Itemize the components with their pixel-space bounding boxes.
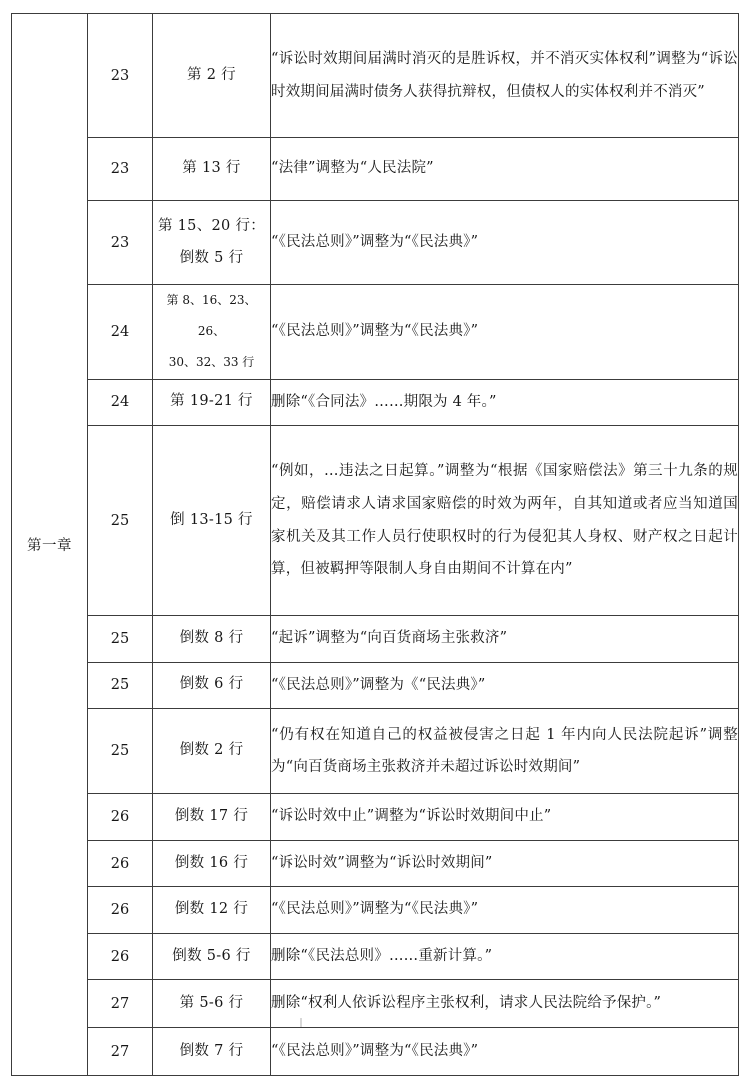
amendment-content-cell: “法律”调整为“人民法院” — [271, 138, 739, 201]
line-reference-text: 倒数 5 行 — [179, 249, 244, 266]
line-reference-cell — [153, 379, 271, 426]
line-reference-text: 倒数 8 行 — [179, 629, 244, 646]
table-row — [12, 616, 739, 663]
page-number-cell: 26 — [88, 933, 153, 980]
page-number-cell: 24 — [88, 379, 153, 426]
line-reference-cell — [153, 840, 271, 887]
amendment-content-cell: “诉讼时效中止”调整为“诉讼时效期间中止” — [271, 794, 739, 841]
line-reference-cell — [153, 616, 271, 663]
line-reference-text: 第 19-21 行 — [170, 393, 253, 410]
line-reference-text: 第 5-6 行 — [179, 994, 244, 1011]
line-reference-text: 30、32、33 行 — [168, 355, 255, 370]
page-number-cell: 23 — [88, 138, 153, 201]
line-reference-text: 倒数 6 行 — [179, 676, 244, 693]
line-reference-cell — [153, 426, 271, 616]
amendment-content-cell: “《民法总则》”调整为“《民法典》” — [271, 285, 739, 380]
amendment-content-cell: 删除“《民法总则》……重新计算。” — [271, 933, 739, 980]
line-reference-cell — [153, 662, 271, 709]
line-reference-text: 倒数 7 行 — [179, 1042, 244, 1059]
page-number-cell: 26 — [88, 887, 153, 934]
page-number-cell: 26 — [88, 840, 153, 887]
table-row — [12, 840, 739, 887]
table-row — [12, 14, 739, 138]
line-reference-text: 倒数 5-6 行 — [172, 947, 251, 964]
line-reference-cell — [153, 201, 271, 285]
page-number-cell: 26 — [88, 794, 153, 841]
table-row — [12, 426, 739, 616]
line-reference-text: 倒 13-15 行 — [170, 511, 253, 528]
line-reference-cell — [153, 887, 271, 934]
page-number-cell: 24 — [88, 285, 153, 380]
page-number-cell: 23 — [88, 201, 153, 285]
line-reference-text: 第 15、20 行： — [157, 217, 266, 234]
amendment-table — [11, 13, 739, 1076]
amendment-content-cell: 删除“《合同法》……期限为 4 年。” — [271, 379, 739, 426]
amendment-content-cell: “诉讼时效期间届满时消灭的是胜诉权，并不消灭实体权利”调整为“诉讼时效期间届满时债务人获得抗辩权，但债权人的实体权利并不消灭” — [271, 14, 739, 138]
line-reference-cell — [153, 794, 271, 841]
line-reference-text: 第 8、16、23、26、 — [166, 293, 257, 339]
page-number-cell: 25 — [88, 662, 153, 709]
table-row — [12, 662, 739, 709]
page-number-cell: 25 — [88, 709, 153, 794]
chapter-cell — [12, 14, 88, 1076]
amendment-content-cell: “《民法总则》”调整为“《民法典》” — [271, 201, 739, 285]
table-row — [12, 709, 739, 794]
amendment-content-cell: “《民法总则》”调整为“《民法典》” — [271, 1028, 739, 1076]
line-reference-text: 倒数 12 行 — [174, 901, 249, 918]
table-row — [12, 887, 739, 934]
table-row — [12, 980, 739, 1028]
amendment-content-cell: “《民法总则》”调整为“《民法典》” — [271, 887, 739, 934]
amendment-content-cell: “仍有权在知道自己的权益被侵害之日起 1 年内向人民法院起诉”调整为“向百货商场主张救济并未超过诉讼时效期间” — [271, 709, 739, 794]
line-reference-cell — [153, 285, 271, 380]
amendment-content-cell: 删除“权利人依诉讼程序主张权利，请求人民法院给予保护。” — [271, 980, 739, 1028]
table-row — [12, 285, 739, 380]
line-reference-text: 倒数 2 行 — [179, 742, 244, 759]
table-row — [12, 1028, 739, 1076]
table-row — [12, 933, 739, 980]
line-reference-cell — [153, 980, 271, 1028]
line-reference-text: 第 13 行 — [182, 160, 241, 177]
amendment-content-cell: “《民法总则》”调整为《“民法典》” — [271, 662, 739, 709]
line-reference-text: 倒数 16 行 — [174, 854, 249, 871]
line-reference-cell — [153, 138, 271, 201]
line-reference-text: 第 2 行 — [187, 66, 236, 83]
line-reference-cell — [153, 14, 271, 138]
amendment-content-cell: “诉讼时效”调整为“诉讼时效期间” — [271, 840, 739, 887]
table-row — [12, 379, 739, 426]
line-reference-cell — [153, 933, 271, 980]
line-reference-text: 倒数 17 行 — [174, 808, 249, 825]
amendment-content-cell: “例如，…违法之日起算。”调整为“根据《国家赔偿法》第三十九条的规定，赔偿请求人请求国家赔偿的时效为两年，自其知道或者应当知道国家机关及其工作人员行使职权时的行为侵犯其人身权、财产权之日起计算，但被羁押等限制人身自由期间不计算在内” — [271, 426, 739, 616]
page-number-cell: 23 — [88, 14, 153, 138]
page-number-cell: 27 — [88, 1028, 153, 1076]
line-reference-cell — [153, 1028, 271, 1076]
page-number-cell: 25 — [88, 616, 153, 663]
scan-artifact — [300, 1018, 302, 1027]
page-number-cell: 27 — [88, 980, 153, 1028]
table-row — [12, 138, 739, 201]
table-row — [12, 794, 739, 841]
amendment-table-body — [12, 14, 739, 1076]
chapter-label: 第一章 — [27, 538, 72, 555]
amendment-content-cell: “起诉”调整为“向百货商场主张救济” — [271, 616, 739, 663]
page-number-cell: 25 — [88, 426, 153, 616]
table-row — [12, 201, 739, 285]
line-reference-cell — [153, 709, 271, 794]
